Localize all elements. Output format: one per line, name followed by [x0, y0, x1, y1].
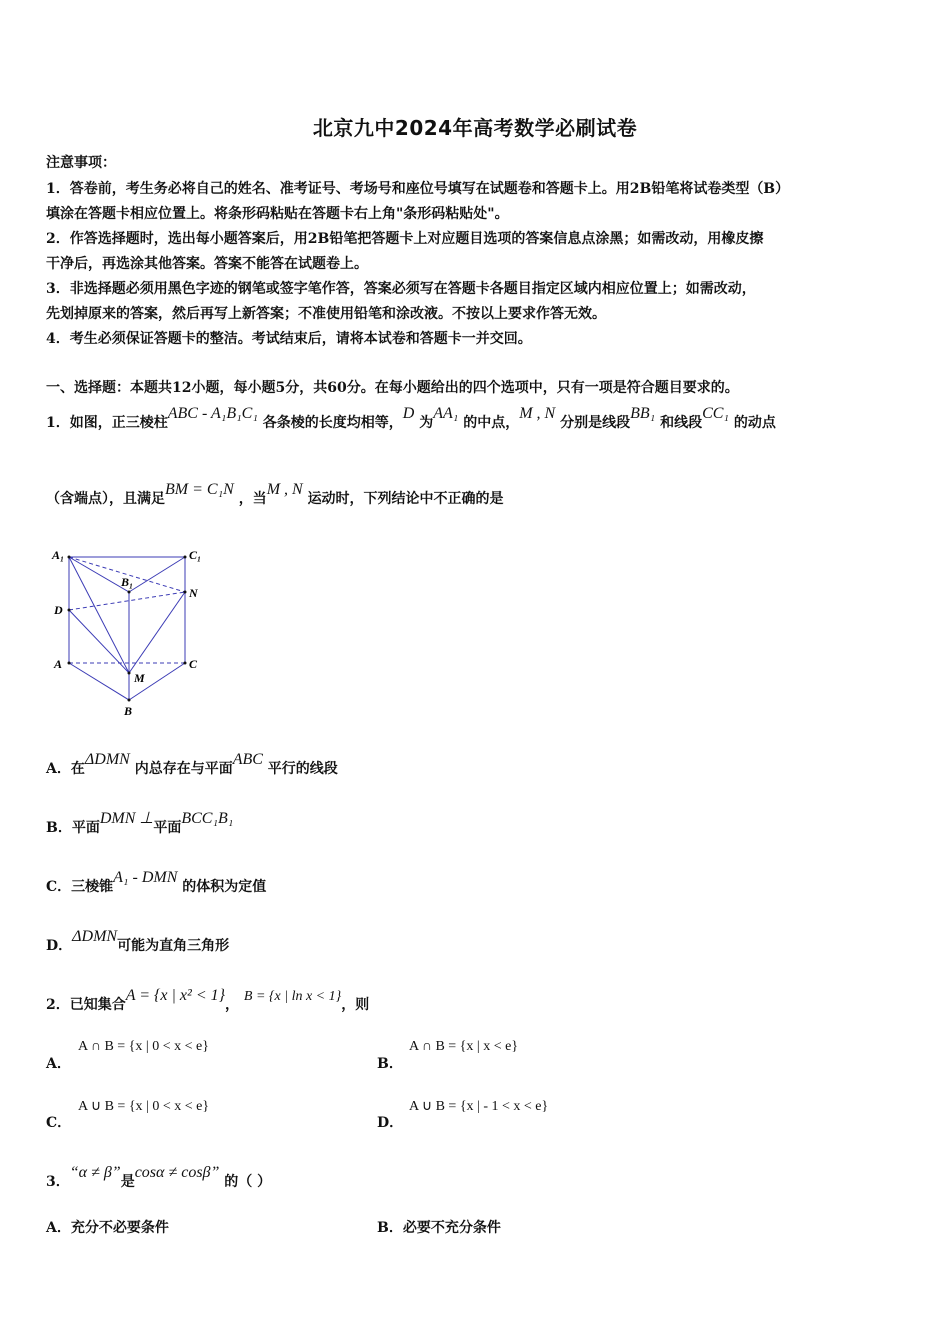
notice-line-2: 填涂在答题卡相应位置上。将条形码粘贴在答题卡右上角"条形码粘贴处"。: [46, 206, 509, 222]
q1-prism: ABC - A₁B₁C₁: [167, 405, 258, 422]
q1-edge-bb1: BB₁: [630, 405, 656, 422]
notice-line-6: 先划掉原来的答案，然后再写上新答案；不准使用铅笔和涂改液。不按以上要求作答无效。: [46, 306, 606, 322]
section-heading: 一、选择题：本题共12小题，每小题5分，共60分。在每小题给出的四个选项中，只有一项是符合题目要求的。: [46, 380, 739, 396]
option-text: 内总存在与平面: [134, 761, 233, 777]
notice-line-4: 干净后，再选涂其他答案。答案不能答在试题卷上。: [46, 256, 368, 272]
q1-text: 为: [419, 415, 434, 431]
segment-dm: [69, 610, 129, 673]
notice-line-3: 2．作答选择题时，选出每小题答案后，用2B铅笔把答题卡上对应题目选项的答案信息点涂黑；如需改动，用橡皮擦: [46, 231, 764, 247]
q1-text: 和线段: [660, 415, 703, 431]
label-d: D: [54, 603, 63, 617]
prism-figure: [44, 540, 214, 720]
q2-set-b: B = {x | ln x < 1}: [243, 989, 342, 1004]
option-label: D．: [46, 938, 73, 954]
q2-option-c-math[interactable]: A ∪ B = {x | 0 < x < e}: [78, 1099, 210, 1114]
q1-edge-aa1: AA₁: [433, 405, 459, 422]
q2-option-d-math[interactable]: A ∪ B = {x | - 1 < x < e}: [409, 1099, 549, 1114]
notice-line-5: 3．非选择题必须用黑色字迹的钢笔或签字笔作答，答案必须写在答题卡各题目指定区域内相应位置上；如需改动，: [46, 281, 756, 297]
segment-dn: [69, 592, 185, 610]
option-math: DMN ⊥: [99, 810, 154, 827]
option-label: A．在: [46, 761, 85, 777]
q3-option-b[interactable]: B．必要不充分条件: [377, 1220, 501, 1236]
option-math: A₁ - DMN: [113, 869, 178, 886]
label-a1: A₁: [52, 548, 65, 562]
q1-edge-cc1: CC₁: [702, 405, 729, 422]
option-text: 可能为直角三角形: [117, 938, 230, 954]
q3-text: 的（ ）: [224, 1174, 272, 1190]
edge-b1c1: [129, 557, 185, 592]
q2-option-d-label[interactable]: D．: [377, 1115, 404, 1131]
q1-condition: BM = C₁N: [165, 481, 234, 498]
q3-stem: [46, 1164, 272, 1191]
q1-text: 的中点，: [463, 415, 520, 431]
q1-text: （含端点），且满足: [46, 491, 165, 507]
label-n: N: [189, 586, 198, 600]
q1-text: 各条棱的长度均相等，: [262, 415, 403, 431]
q3-text: 3．: [46, 1174, 70, 1190]
q1-line-1: [46, 405, 776, 432]
q2-text: ，: [225, 997, 240, 1013]
option-math: BCC₁B₁: [181, 810, 234, 827]
option-math: ΔDMN: [84, 751, 130, 768]
q1-line-2: [46, 481, 504, 508]
q1-points-mn: M , N: [519, 405, 556, 422]
page-title: 北京九中2024年高考数学必刷试卷: [312, 116, 638, 140]
q1-text: ，当: [238, 491, 267, 507]
q2-option-c-label[interactable]: C．: [46, 1115, 72, 1131]
q3-option-a[interactable]: A．充分不必要条件: [46, 1220, 169, 1236]
q1-points-mn: M , N: [266, 481, 303, 498]
q2-text: ，则: [341, 997, 370, 1013]
edge-ab: [69, 663, 129, 700]
q2-option-b-math[interactable]: A ∩ B = {x | x < e}: [409, 1039, 519, 1054]
q2-set-a: A = {x | x² < 1}: [125, 987, 226, 1004]
notice-line-1: 1．答卷前，考生务必将自己的姓名、准考证号、考场号和座位号填写在试题卷和答题卡上。用2B铅笔将试卷类型（B）: [46, 181, 790, 197]
notice-heading: 注意事项：: [46, 155, 116, 171]
q3-text: 是: [120, 1174, 135, 1190]
q3-math: “α ≠ β”: [69, 1164, 121, 1181]
prism-diagram: [44, 540, 214, 720]
q2-option-a-math[interactable]: A ∩ B = {x | 0 < x < e}: [78, 1039, 209, 1054]
q2-option-a-label[interactable]: A．: [46, 1056, 71, 1072]
q1-option-b[interactable]: [46, 810, 234, 837]
q3-math: cosα ≠ cosβ”: [134, 1164, 220, 1181]
q1-option-a[interactable]: [46, 751, 338, 778]
label-a: A: [54, 657, 63, 671]
q1-text: 运动时，下列结论中不正确的是: [307, 491, 504, 507]
label-m: M: [134, 671, 145, 685]
q1-point-d: D: [402, 405, 415, 422]
option-math: ABC: [232, 751, 263, 768]
option-label: B．平面: [46, 820, 100, 836]
label-c: C: [189, 657, 198, 671]
label-b1: B₁: [121, 575, 134, 589]
option-text: 平面: [153, 820, 182, 836]
segment-mn: [129, 592, 185, 673]
q2-stem: [46, 987, 370, 1014]
option-label: C．三棱锥: [46, 879, 114, 895]
q2-option-b-label[interactable]: B．: [377, 1056, 403, 1072]
notice-line-7: 4．考生必须保证答题卡的整洁。考试结束后，请将本试卷和答题卡一并交回。: [46, 331, 532, 347]
q1-text: 分别是线段: [560, 415, 631, 431]
option-math: ΔDMN: [72, 928, 118, 945]
label-b: B: [124, 704, 133, 718]
q2-text: 2．已知集合: [46, 997, 126, 1013]
q1-text: 1．如图，正三棱柱: [46, 415, 168, 431]
q1-text: 的动点: [733, 415, 776, 431]
option-text: 的体积为定值: [182, 879, 267, 895]
q1-option-d[interactable]: [46, 928, 230, 955]
label-c1: C₁: [189, 548, 202, 562]
q1-option-c[interactable]: [46, 869, 267, 896]
option-text: 平行的线段: [267, 761, 338, 777]
